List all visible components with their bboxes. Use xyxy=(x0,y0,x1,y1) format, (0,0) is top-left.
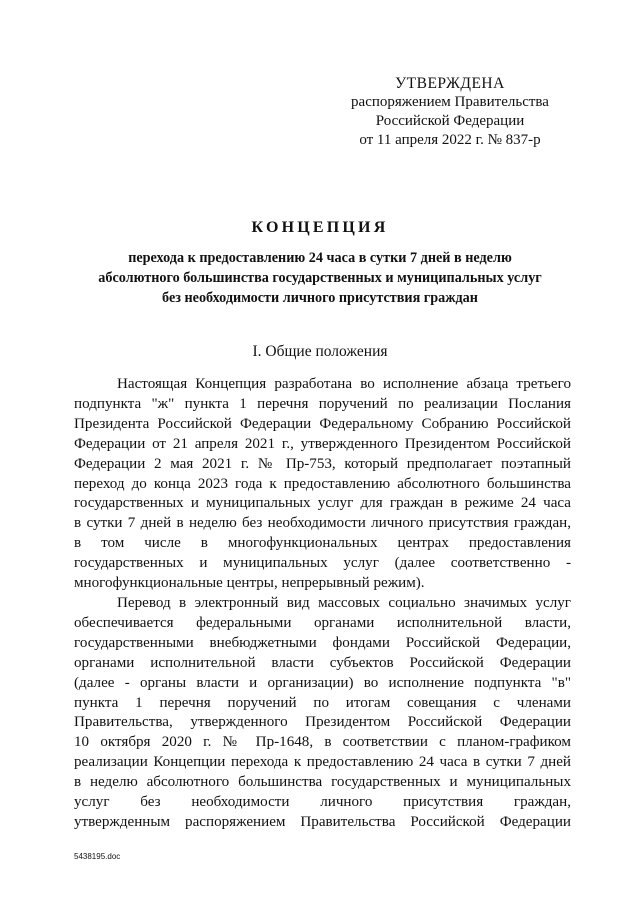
text-line: 10 октября 2020 г. № Пр-1648, в соответствии с планом-графиком xyxy=(74,734,571,751)
section-heading: I. Общие положения xyxy=(252,343,388,360)
approval-block xyxy=(340,74,560,150)
text-line: в том числе в многофункциональных центрах предоставления xyxy=(74,535,571,552)
approval-line-2: Российской Федерации xyxy=(375,113,525,129)
text-line: многофункциональные центры, непрерывный режим). xyxy=(74,575,425,592)
document-subtitle xyxy=(60,248,580,308)
text-line: государственных и муниципальных услуг (далее соответственно - xyxy=(74,555,571,572)
text-line: Настоящая Концепция разработана во исполнение абзаца третьего xyxy=(117,376,571,392)
document-body xyxy=(74,375,571,833)
text-line: Правительства, утвержденного Президентом Российской Федерации xyxy=(74,714,571,731)
text-line: в сутки 7 дней в неделю без необходимости личного присутствия граждан, xyxy=(74,515,571,532)
approval-heading: УТВЕРЖДЕНА xyxy=(395,75,505,92)
text-line: услуг без необходимости личного присутствия граждан, xyxy=(74,794,571,811)
text-line: Федерации 2 мая 2021 г. № Пр-753, который предполагает поэтапный xyxy=(74,455,571,472)
text-line: реализации Концепции перехода к предоставлению 24 часа в сутки 7 дней xyxy=(74,754,571,771)
text-line: в неделю абсолютного большинства государственных и муниципальных xyxy=(74,774,571,791)
paragraph-1 xyxy=(74,375,571,594)
text-line: государственными внебюджетными фондами Российской Федерации, xyxy=(74,634,571,651)
text-line: органами исполнительной власти субъектов Российской Федерации xyxy=(74,654,571,671)
text-line: утвержденным распоряжением Правительства Российской Федерации xyxy=(74,813,571,830)
subtitle-line: без необходимости личного присутствия граждан xyxy=(162,290,478,306)
approval-line-1: распоряжением Правительства xyxy=(351,94,549,110)
text-line: обеспечивается федеральными органами исполнительной власти, xyxy=(74,614,571,631)
text-line: Перевод в электронный вид массовых социально значимых услуг xyxy=(117,594,571,611)
text-line: пункта 1 перечня поручений по итогам совещания с членами xyxy=(74,694,571,711)
subtitle-line: перехода к предоставлению 24 часа в сутки 7 дней в неделю xyxy=(128,250,512,266)
text-line: (далее - органы власти и организации) во исполнение подпункта "в" xyxy=(74,674,571,691)
text-line: Федерации от 21 апреля 2021 г., утвержденного Президентом Российской xyxy=(74,435,571,452)
file-name-footer: 5438195.doc xyxy=(74,852,121,861)
text-line: переход до конца 2023 года к предоставлению абсолютного большинства xyxy=(74,475,571,492)
document-title: КОНЦЕПЦИЯ xyxy=(251,219,389,236)
subtitle-line: абсолютного большинства государственных и муниципальных услуг xyxy=(98,270,542,286)
text-line: Президента Российской Федерации Федеральному Собранию Российской xyxy=(74,415,571,432)
approval-line-3: от 11 апреля 2022 г. № 837-р xyxy=(359,132,541,148)
paragraph-2 xyxy=(74,594,571,833)
text-line: подпункта "ж" пункта 1 перечня поручений по реализации Послания xyxy=(74,395,571,412)
text-line: государственных и муниципальных услуг для граждан в режиме 24 часа xyxy=(74,495,571,512)
